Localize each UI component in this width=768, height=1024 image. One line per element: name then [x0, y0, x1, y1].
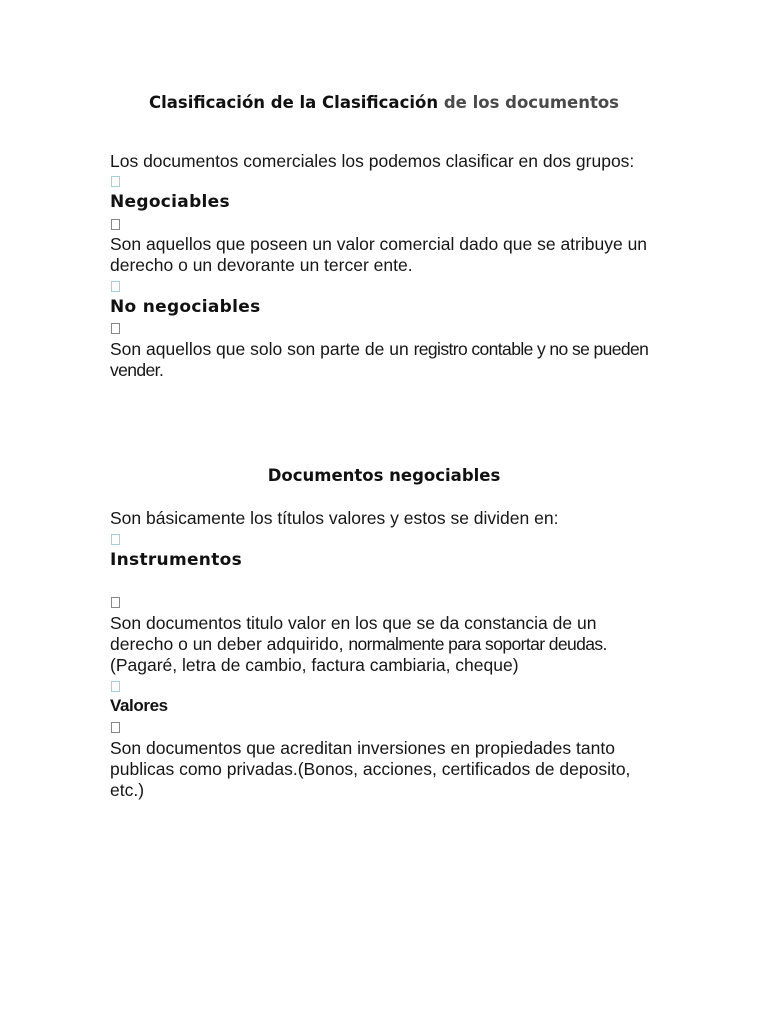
section-title: Documentos negociables [267, 466, 501, 485]
heading-valores: Valores [110, 696, 168, 715]
intro-paragraph: Los documentos comerciales los podemos clasificar en dos grupos: [110, 151, 635, 171]
instrumentos-line-1: Son documentos titulo valor en los que se da constancia de un [110, 613, 597, 633]
heading-instrumentos: Instrumentos [110, 550, 243, 570]
heading-negociables: Negociables [110, 192, 230, 212]
bullet-box-icon [111, 176, 120, 187]
bullet-box-icon [111, 323, 120, 334]
negociables-paragraph: Son aquellos que poseen un valor comercial dado que se atribuye un derecho o un devorante un tercer ente. [110, 234, 648, 275]
title-part-1: Clasificación de la Clasificación [148, 93, 439, 112]
bullet-box-icon [111, 219, 120, 230]
bullet-box-icon [111, 681, 120, 692]
no-negociables-text-a: Son aquellos que solo son parte de un [110, 339, 414, 359]
section-intro-paragraph: Son básicamente los títulos valores y estos se dividen en: [110, 508, 559, 528]
instrumentos-line-2a: derecho o un deber adquirido, [110, 634, 349, 654]
instrumentos-paragraph [110, 613, 710, 676]
bullet-box-icon [111, 597, 120, 608]
instrumentos-line-2b: normalmente para soportar deudas. [348, 634, 607, 654]
bullet-box-icon [111, 722, 120, 733]
no-negociables-paragraph [110, 339, 690, 381]
heading-no-negociables: No negociables [110, 297, 261, 317]
page-title [0, 93, 768, 112]
bullet-box-icon [111, 534, 120, 545]
no-negociables-text-b: registro contable y no se pueden [413, 339, 649, 359]
valores-paragraph: Son documentos que acreditan inversiones en propiedades tanto publicas como privadas.(Bonos, acciones, certificados de deposito, etc.) [110, 738, 631, 800]
title-part-2: de los documentos [443, 93, 619, 112]
instrumentos-line-3: (Pagaré, letra de cambio, factura cambiaria, cheque) [110, 655, 519, 675]
bullet-box-icon [111, 281, 120, 292]
no-negociables-text-c: vender. [110, 360, 164, 380]
